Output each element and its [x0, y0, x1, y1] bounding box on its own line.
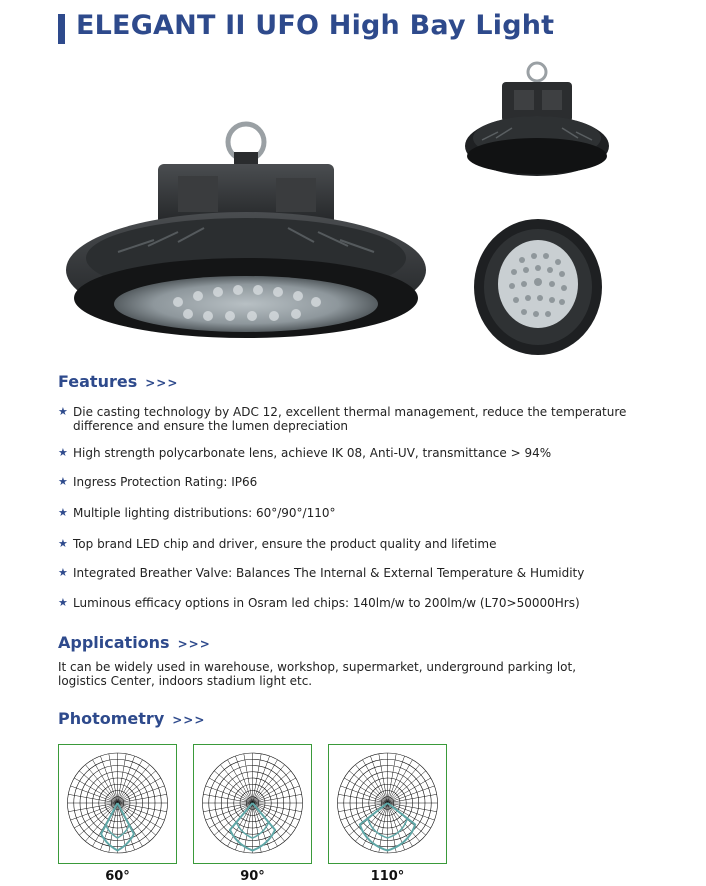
- applications-arrows: >>>: [177, 637, 211, 651]
- star-icon: ★: [58, 537, 68, 550]
- feature-text: Die casting technology by ADC 12, excellent thermal management, reduce the temperature difference and ensure the lumen depreciation: [73, 405, 627, 433]
- feature-text: Integrated Breather Valve: Balances The Internal & External Temperature & Humidity: [73, 566, 585, 580]
- polar-svg: [329, 745, 446, 863]
- feature-item: [58, 405, 658, 433]
- applications-text: It can be widely used in warehouse, workshop, supermarket, underground parking lot, logistics Center, indoors stadium light etc.: [58, 660, 577, 688]
- polar-diagram-110: [328, 744, 447, 864]
- polar-diagram-60: [58, 744, 177, 864]
- feature-text: Multiple lighting distributions: 60°/90°/110°: [73, 506, 336, 520]
- feature-item: [58, 537, 658, 551]
- feature-text: High strength polycarbonate lens, achieve IK 08, Anti-UV, transmittance > 94%: [73, 446, 552, 460]
- star-icon: ★: [58, 475, 68, 488]
- photometry-heading: [58, 709, 205, 728]
- polar-svg: [194, 745, 311, 863]
- applications-heading-label: Applications: [58, 633, 170, 652]
- photometry-heading-label: Photometry: [58, 709, 165, 728]
- polar-label-60: 60°: [105, 869, 130, 884]
- page-title: ELEGANT II UFO High Bay Light: [76, 10, 555, 41]
- star-icon: ★: [58, 566, 68, 579]
- features-heading-label: Features: [58, 372, 138, 391]
- feature-item: [58, 446, 658, 460]
- feature-item: [58, 506, 658, 520]
- feature-text: Luminous efficacy options in Osram led chips: 140lm/w to 200lm/w (L70>50000Hrs): [73, 596, 580, 610]
- star-icon: ★: [58, 446, 68, 459]
- polar-diagram-90: [193, 744, 312, 864]
- applications-heading: [58, 633, 211, 652]
- feature-item: [58, 596, 658, 610]
- feature-text: Top brand LED chip and driver, ensure the product quality and lifetime: [73, 537, 497, 551]
- title-accent-bar: [58, 14, 65, 44]
- product-photo-main: [58, 120, 438, 360]
- product-photo-top: [462, 60, 612, 185]
- polar-label-90: 90°: [240, 869, 265, 884]
- star-icon: ★: [58, 506, 68, 519]
- features-heading: [58, 372, 178, 391]
- feature-text: Ingress Protection Rating: IP66: [73, 475, 258, 489]
- star-icon: ★: [58, 596, 68, 609]
- polar-label-110: 110°: [370, 869, 405, 884]
- photometry-arrows: >>>: [172, 713, 206, 727]
- polar-svg: [59, 745, 176, 863]
- feature-item: [58, 566, 658, 580]
- product-photo-lens: [470, 214, 610, 360]
- feature-item: [58, 475, 658, 489]
- features-arrows: >>>: [145, 376, 179, 390]
- star-icon: ★: [58, 405, 68, 418]
